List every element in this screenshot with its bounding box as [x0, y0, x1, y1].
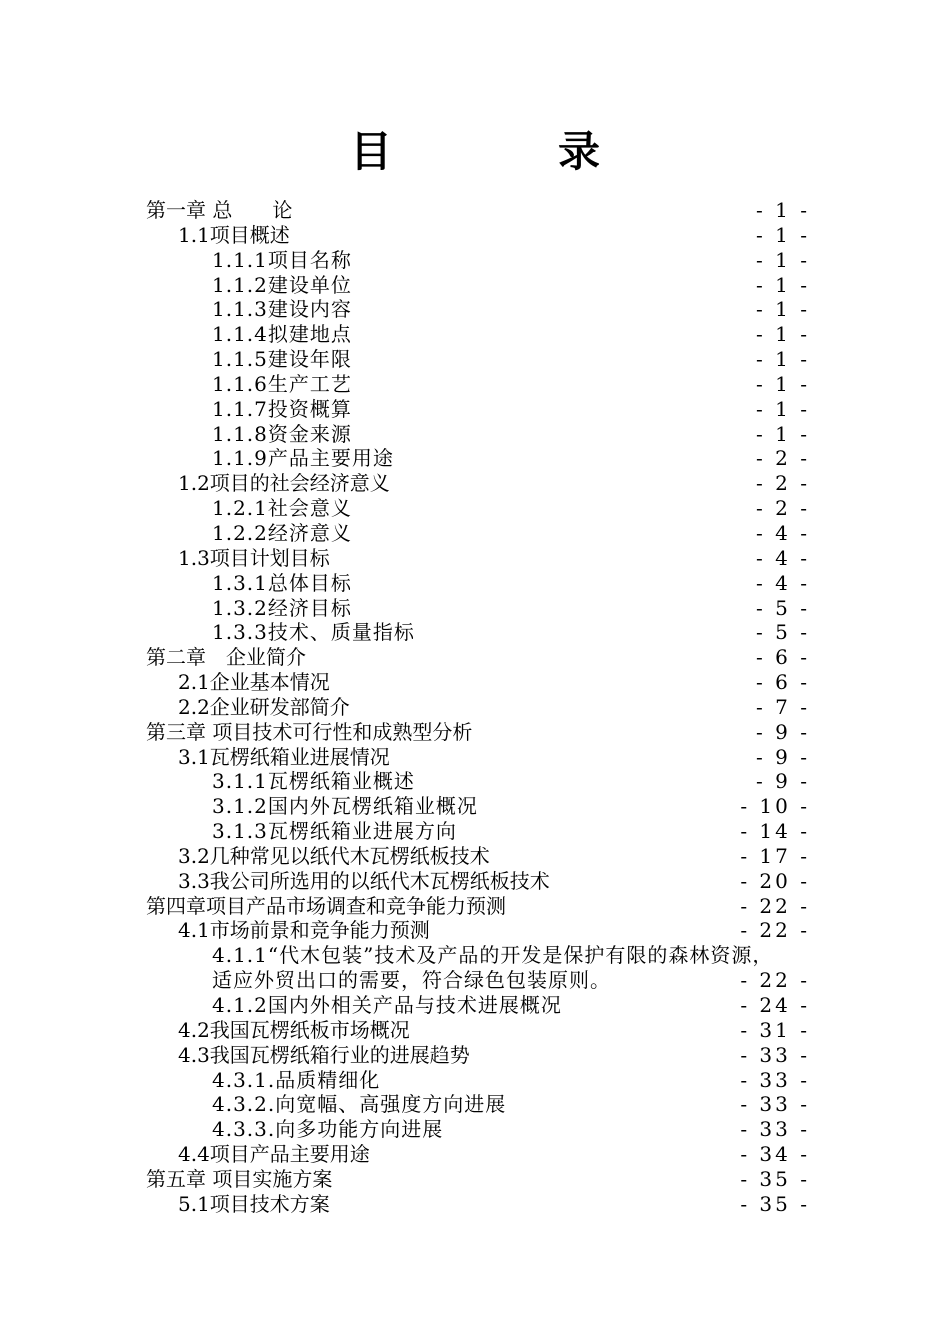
toc-entry-page: - 1 -: [756, 396, 810, 421]
toc-entry[interactable]: [146, 1142, 816, 1167]
toc-entry-page: - 31 -: [740, 1017, 810, 1042]
toc-entry-page: - 10 -: [740, 794, 810, 819]
toc-entry[interactable]: [146, 1068, 816, 1093]
toc-entry[interactable]: [146, 968, 816, 993]
toc-entry[interactable]: [146, 819, 816, 844]
toc-entry-label: 2.1企业基本情况: [178, 670, 330, 695]
toc-entry-label: 5.1项目技术方案: [178, 1191, 330, 1216]
toc-entry-label: 4.3我国瓦楞纸箱行业的进展趋势: [178, 1042, 470, 1067]
toc-entry-label: 3.3我公司所选用的以纸代木瓦楞纸板技术: [178, 868, 550, 893]
toc-entry[interactable]: [146, 223, 816, 248]
toc-entry-page: - 4 -: [756, 545, 810, 570]
toc-entry[interactable]: [146, 695, 816, 720]
toc-entry-page: - 33 -: [740, 1042, 810, 1067]
toc-entry[interactable]: [146, 645, 816, 670]
toc-entry[interactable]: [146, 198, 816, 223]
toc-entry-page: - 7 -: [756, 694, 810, 719]
toc-entry-label: 1.1.8资金来源: [212, 421, 352, 446]
toc-entry-label: 1.2.2经济意义: [212, 520, 352, 545]
toc-entry-label: 第二章 企业简介: [146, 645, 306, 670]
toc-entry[interactable]: [146, 993, 816, 1018]
toc-entry-label: 3.1.2国内外瓦楞纸箱业概况: [212, 794, 478, 819]
toc-entry-page: - 2 -: [756, 446, 810, 471]
toc-entry-label: 1.1.3建设内容: [212, 297, 352, 322]
toc-entry-page: - 9 -: [756, 744, 810, 769]
toc-entry-page: - 1 -: [756, 272, 810, 297]
toc-entry-page: - 22 -: [740, 893, 810, 918]
toc-entry[interactable]: [146, 918, 816, 943]
toc-entry-page: - 14 -: [740, 819, 810, 844]
toc-entry-label: 1.1.4拟建地点: [212, 322, 352, 347]
toc-title: 目 录: [349, 127, 662, 176]
toc-entry[interactable]: [146, 248, 816, 273]
toc-entry-label: 1.2.1社会意义: [212, 496, 352, 521]
toc-entry-page: - 2 -: [756, 471, 810, 496]
toc-entry-label: 1.1项目概述: [178, 222, 290, 247]
toc-entry-page: - 6 -: [756, 670, 810, 695]
toc-entry[interactable]: [146, 720, 816, 745]
toc-entry[interactable]: [146, 273, 816, 298]
toc-entry-label: 第三章 项目技术可行性和成熟型分析: [146, 719, 473, 744]
toc-entry-label: 1.3.1总体目标: [212, 570, 352, 595]
toc-entry-page: - 22 -: [740, 968, 810, 993]
toc-entry-page: - 2 -: [756, 496, 810, 521]
toc-entry-label: 4.2我国瓦楞纸板市场概况: [178, 1017, 410, 1042]
toc-entry-label: 4.3.3.向多功能方向进展: [212, 1117, 444, 1142]
toc-entry-page: - 1 -: [756, 222, 810, 247]
toc-entry-page: - 1 -: [756, 297, 810, 322]
toc-entry[interactable]: [146, 297, 816, 322]
table-of-contents: [146, 198, 816, 1217]
toc-entry-label: 3.1.3瓦楞纸箱业进展方向: [212, 819, 457, 844]
toc-entry[interactable]: [146, 943, 816, 968]
toc-entry-label: 适应外贸出口的需要，符合绿色包装原则。: [212, 968, 611, 993]
toc-entry-page: - 9 -: [756, 719, 810, 744]
toc-entry[interactable]: [146, 546, 816, 571]
toc-entry[interactable]: [146, 620, 816, 645]
toc-entry-label: 4.1.2国内外相关产品与技术进展概况: [212, 993, 562, 1017]
toc-entry[interactable]: [146, 422, 816, 447]
toc-entry-page: - 4 -: [756, 570, 810, 595]
toc-entry[interactable]: [146, 397, 816, 422]
toc-entry-label: 1.3.3技术、质量指标: [212, 620, 415, 645]
toc-entry-page: - 33 -: [740, 1117, 810, 1142]
toc-entry-label: 4.3.2.向宽幅、高强度方向进展: [212, 1092, 507, 1117]
toc-entry-page: - 5 -: [756, 595, 810, 620]
toc-entry[interactable]: [146, 1117, 816, 1142]
toc-entry-page: - 24 -: [740, 993, 810, 1017]
toc-entry-label: 3.2几种常见以纸代木瓦楞纸板技术: [178, 843, 490, 868]
toc-entry-page: - 1 -: [756, 421, 810, 446]
toc-entry-page: - 35 -: [740, 1191, 810, 1216]
toc-entry-page: - 20 -: [740, 868, 810, 893]
toc-entry[interactable]: [146, 471, 816, 496]
toc-entry[interactable]: [146, 794, 816, 819]
toc-entry-label: 3.1瓦楞纸箱业进展情况: [178, 744, 390, 769]
toc-entry-label: 1.1.2建设单位: [212, 272, 352, 297]
toc-entry[interactable]: [146, 670, 816, 695]
toc-entry-page: - 34 -: [740, 1142, 810, 1167]
toc-entry[interactable]: [146, 322, 816, 347]
toc-entry[interactable]: [146, 844, 816, 869]
toc-entry-label: 2.2企业研发部简介: [178, 694, 350, 719]
toc-entry[interactable]: [146, 1043, 816, 1068]
toc-entry[interactable]: [146, 894, 816, 919]
toc-entry[interactable]: [146, 1092, 816, 1117]
toc-entry[interactable]: [146, 596, 816, 621]
toc-entry-label: 1.1.5建设年限: [212, 347, 352, 372]
toc-entry-label: 第一章 总 论: [146, 198, 293, 222]
toc-entry-label: 3.1.1瓦楞纸箱业概述: [212, 769, 415, 794]
toc-entry[interactable]: [146, 869, 816, 894]
toc-entry-page: - 6 -: [756, 645, 810, 670]
toc-entry-label: 4.3.1.品质精细化: [212, 1067, 381, 1092]
toc-entry[interactable]: [146, 521, 816, 546]
toc-entry-label: 1.1.7投资概算: [212, 396, 352, 421]
toc-entry-label: 第五章 项目实施方案: [146, 1166, 333, 1191]
toc-entry-page: - 4 -: [756, 520, 810, 545]
toc-entry-label: 1.2项目的社会经济意义: [178, 471, 390, 496]
toc-entry-label: 1.1.6生产工艺: [212, 371, 352, 396]
toc-entry-page: - 1 -: [756, 198, 810, 222]
toc-entry[interactable]: [146, 769, 816, 794]
toc-entry[interactable]: [146, 496, 816, 521]
toc-entry-page: - 9 -: [756, 769, 810, 794]
toc-entry-page: - 33 -: [740, 1067, 810, 1092]
toc-entry-label: 1.3.2经济目标: [212, 595, 352, 620]
toc-entry-page: - 1 -: [756, 347, 810, 372]
toc-entry[interactable]: [146, 1167, 816, 1192]
toc-entry-page: - 17 -: [740, 843, 810, 868]
toc-entry-page: - 1 -: [756, 322, 810, 347]
toc-entry[interactable]: [146, 446, 816, 471]
toc-entry-label: 4.1市场前景和竞争能力预测: [178, 918, 430, 943]
toc-entry[interactable]: [146, 745, 816, 770]
toc-entry-label: 4.4项目产品主要用途: [178, 1142, 370, 1167]
toc-entry[interactable]: [146, 372, 816, 397]
toc-entry-label: 1.1.9产品主要用途: [212, 446, 394, 471]
toc-entry-page: - 5 -: [756, 620, 810, 645]
toc-entry-page: - 22 -: [740, 918, 810, 943]
toc-entry[interactable]: [146, 347, 816, 372]
toc-entry-page: - 1 -: [756, 371, 810, 396]
toc-entry-label: 1.3项目计划目标: [178, 545, 330, 570]
toc-entry[interactable]: [146, 1192, 816, 1217]
toc-entry[interactable]: [146, 571, 816, 596]
toc-entry-label: 第四章项目产品市场调查和竞争能力预测: [146, 893, 506, 918]
toc-entry-page: - 35 -: [740, 1166, 810, 1191]
toc-entry-label: 4.1.1“代木包装”技术及产品的开发是保护有限的森林资源，: [212, 943, 774, 968]
toc-entry-page: - 1 -: [756, 247, 810, 272]
toc-entry-page: - 33 -: [740, 1092, 810, 1117]
toc-entry-label: 1.1.1项目名称: [212, 247, 352, 272]
toc-entry[interactable]: [146, 1018, 816, 1043]
